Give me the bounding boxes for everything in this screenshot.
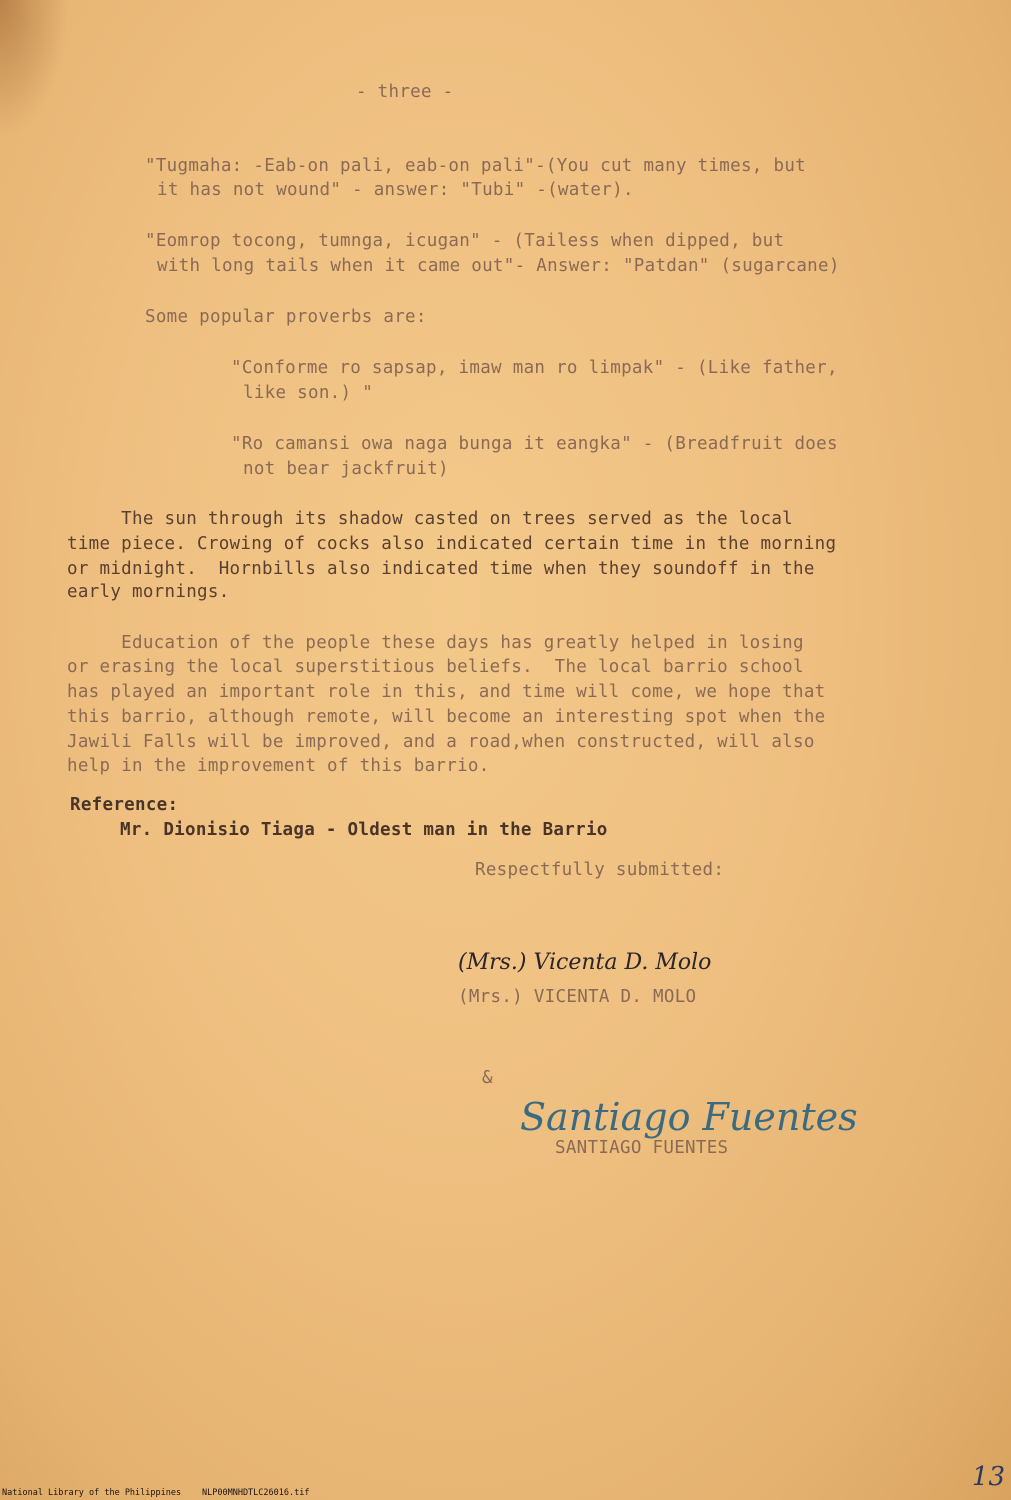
reference-label: Reference:: [70, 795, 179, 815]
riddle-2-line-2: with long tails when it came out"- Answer: "Patdan" (sugarcane): [157, 256, 840, 276]
typed-name-molo: (Mrs.) VICENTA D. MOLO: [458, 987, 697, 1007]
education-paragraph-line-6: help in the improvement of this barrio.: [67, 756, 490, 776]
typed-name-fuentes: SANTIAGO FUENTES: [555, 1138, 729, 1158]
time-paragraph-line-1: The sun through its shadow casted on trees served as the local: [67, 509, 794, 529]
time-paragraph-line-2: time piece. Crowing of cocks also indicated certain time in the morning: [67, 534, 837, 554]
riddle-1-line-2: it has not wound" - answer: "Tubi" -(water).: [157, 180, 634, 200]
reference-entry: Mr. Dionisio Tiaga - Oldest man in the Barrio: [120, 820, 608, 840]
education-paragraph-line-1: Education of the people these days has greatly helped in losing: [67, 633, 804, 653]
education-paragraph-line-2: or erasing the local superstitious beliefs. The local barrio school: [67, 657, 804, 677]
time-paragraph-line-4: early mornings.: [67, 582, 230, 602]
education-paragraph-line-4: this barrio, although remote, will become an interesting spot when the: [67, 707, 826, 727]
time-paragraph-line-3: or midnight. Hornbills also indicated time when they soundoff in the: [67, 559, 815, 579]
education-paragraph-line-3: has played an important role in this, and time will come, we hope that: [67, 682, 826, 702]
footer-library: National Library of the Philippines: [2, 1488, 182, 1498]
closing-text: Respectfully submitted:: [475, 860, 725, 880]
proverb-2-line-2: not bear jackfruit): [243, 459, 449, 479]
page-number: 13: [971, 1462, 1005, 1492]
education-paragraph-line-5: Jawili Falls will be improved, and a road,when constructed, will also: [67, 732, 815, 752]
proverb-1-line-1: "Conforme ro sapsap, imaw man ro limpak" - (Like father,: [231, 358, 838, 378]
proverb-2-line-1: "Ro camansi owa naga bunga it eangka" - (Breadfruit does: [231, 434, 838, 454]
signature-molo: (Mrs.) Vicenta D. Molo: [458, 950, 712, 975]
proverb-1-line-2: like son.) ": [243, 383, 374, 403]
page-stain: [0, 0, 70, 140]
ampersand: &: [482, 1068, 493, 1088]
page-label: - three -: [356, 82, 454, 102]
proverbs-intro: Some popular proverbs are:: [145, 307, 427, 327]
signature-fuentes: Santiago Fuentes: [520, 1095, 858, 1139]
footer-filename: NLP00MNHDTLC26016.tif: [202, 1488, 310, 1498]
riddle-1-line-1: "Tugmaha: -Eab-on pali, eab-on pali"-(You cut many times, but: [145, 156, 806, 176]
riddle-2-line-1: "Eomrop tocong, tumnga, icugan" - (Tailess when dipped, but: [145, 231, 785, 251]
